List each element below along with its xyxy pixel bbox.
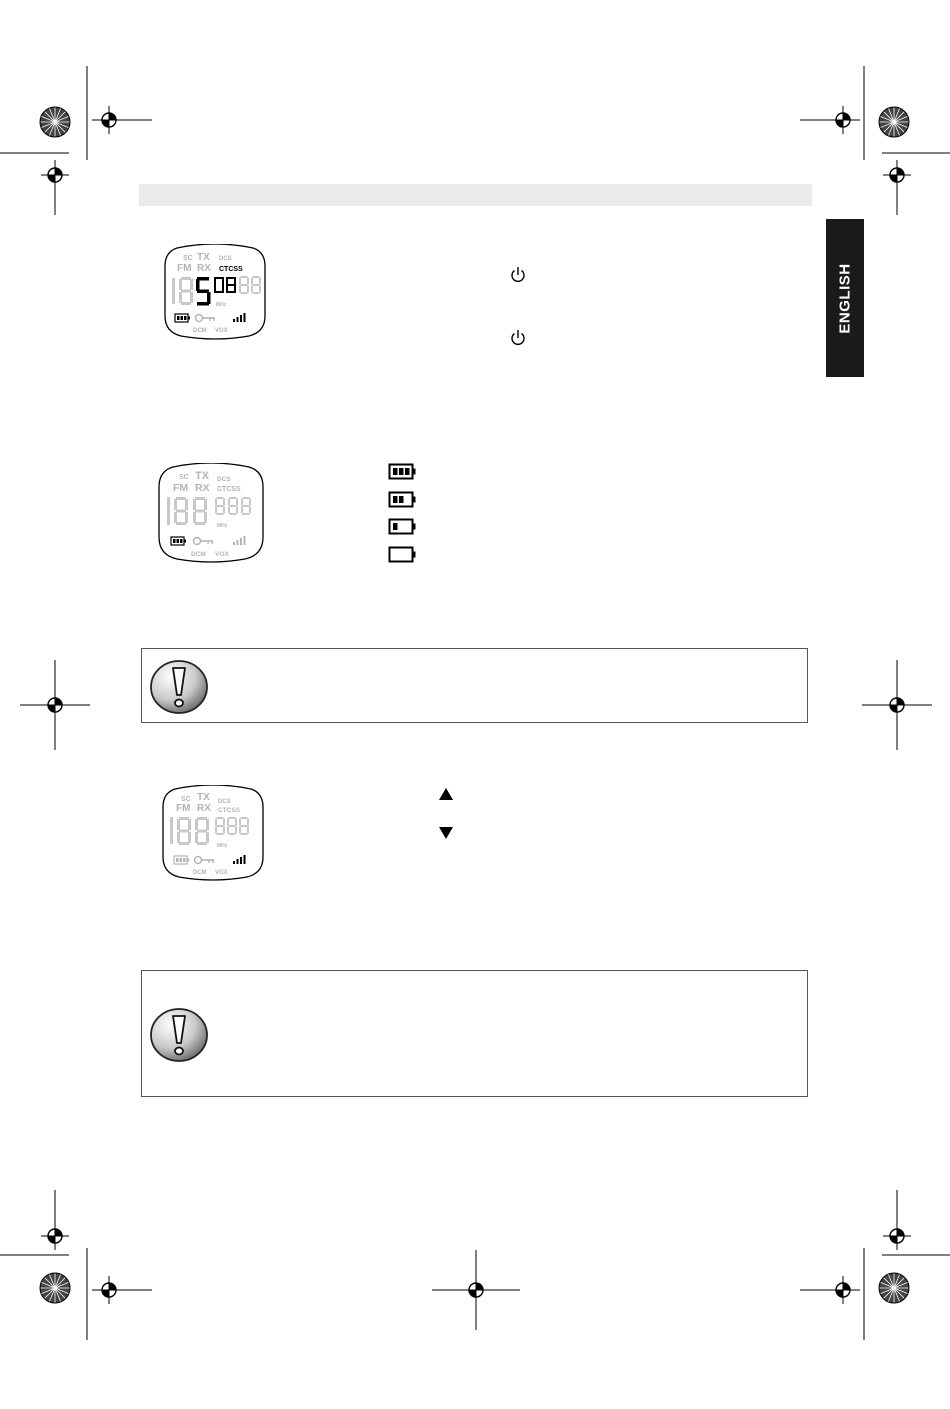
section-header-band bbox=[139, 184, 812, 206]
battery-level-icons bbox=[388, 462, 420, 566]
exclamation-icon bbox=[148, 1006, 210, 1064]
lcd-vox-label: VOX bbox=[215, 551, 229, 558]
lcd-dcs-label: DCS bbox=[218, 799, 231, 805]
exclamation-icon bbox=[148, 658, 210, 716]
battery-full-icon bbox=[390, 465, 416, 479]
power-icon bbox=[510, 266, 526, 284]
power-icon bbox=[510, 329, 526, 347]
lcd-fm-label: FM bbox=[173, 482, 189, 494]
lcd-rx-label: RX bbox=[197, 803, 211, 814]
lcd-dcm-label: DCM bbox=[191, 551, 206, 558]
lcd-vox-label: VOX bbox=[215, 870, 228, 876]
note-box bbox=[141, 648, 808, 723]
lcd-ctcss-label: CTCSS bbox=[217, 486, 241, 493]
lcd-sc-label: SC bbox=[181, 796, 191, 803]
lcd-sc-label: SC bbox=[179, 474, 189, 481]
battery-two-thirds-icon bbox=[390, 493, 416, 507]
arrow-down-icon bbox=[437, 825, 455, 841]
lcd-ctcss-label: CTCSS bbox=[218, 807, 241, 814]
lcd-tx-label: TX bbox=[195, 470, 210, 482]
note-box bbox=[141, 970, 808, 1097]
battery-empty-icon bbox=[390, 548, 416, 562]
language-tab-label: ENGLISH bbox=[836, 262, 854, 334]
language-tab bbox=[826, 219, 864, 377]
lcd-dcm-label: DCM bbox=[193, 328, 207, 334]
lcd-mhz-label: MHz bbox=[217, 523, 228, 529]
arrow-up-icon bbox=[437, 786, 455, 802]
lcd-mhz-label: MHz bbox=[217, 843, 228, 849]
lcd-tx-label: TX bbox=[197, 792, 210, 803]
lcd-display-battery bbox=[157, 463, 265, 563]
lcd-fm-label: FM bbox=[176, 803, 191, 814]
lcd-dcs-label: DCS bbox=[217, 476, 231, 483]
lcd-mhz-label: MHz bbox=[216, 302, 227, 308]
lcd-display-signal bbox=[161, 785, 265, 881]
lcd-ctcss-label: CTCSS bbox=[219, 266, 243, 273]
lcd-rx-label: RX bbox=[197, 263, 211, 274]
lcd-dcm-label: DCM bbox=[193, 870, 207, 876]
lcd-display-channel bbox=[163, 244, 267, 340]
lcd-rx-label: RX bbox=[195, 482, 210, 494]
lcd-tx-label: TX bbox=[197, 252, 210, 263]
battery-one-third-icon bbox=[390, 520, 416, 534]
lcd-fm-label: FM bbox=[177, 263, 192, 274]
lcd-sc-label: SC bbox=[183, 255, 193, 262]
lcd-dcs-label: DCS bbox=[219, 256, 232, 262]
lcd-vox-label: VOX bbox=[215, 328, 228, 334]
